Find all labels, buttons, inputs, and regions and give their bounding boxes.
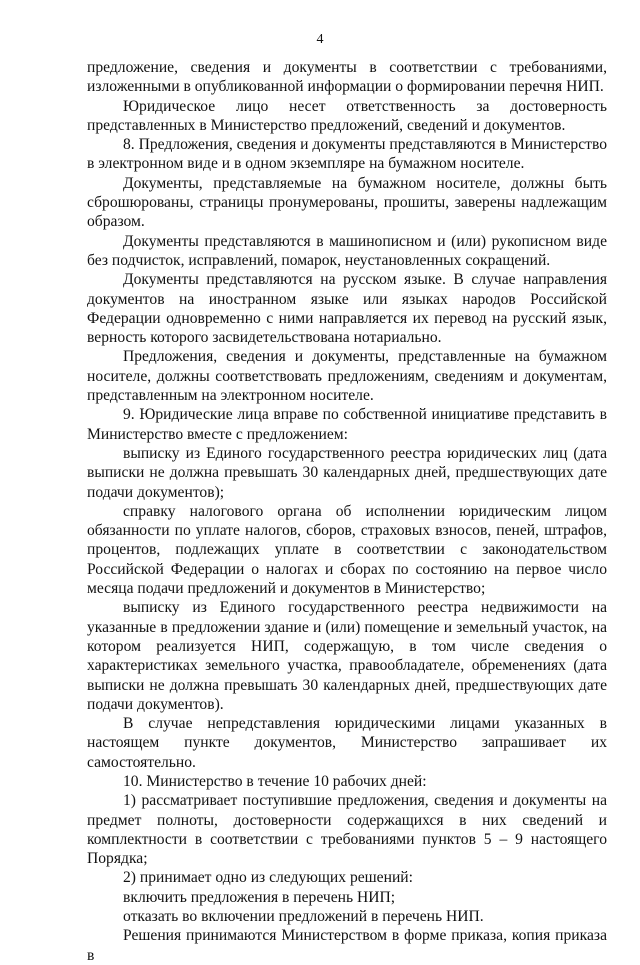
paragraph-refuse-decision: отказать во включении предложений в перечень НИП. <box>123 908 484 926</box>
paragraph-responsibility: Юридическое лицо несет ответственность за достоверность представленных в Министерство предложений, сведений и документов. <box>87 97 607 134</box>
paragraph-egrn-extract: выписку из Единого государственного реестра недвижимости на указанные в предложении здание и (или) помещение и земельный участок, на котором реализуется НИП, содержащую, в том числе сведения о характеристиках земельного участка, правообладателе, обременениях (дата выписки не должна превышать 30 календарных дней, предшествующих дате подачи документов). <box>87 599 607 713</box>
page-number: 4 <box>316 32 324 47</box>
paragraph-typed-docs: Документы представляются в машинописном и (или) рукописном виде без подчисток, исправлений, помарок, неустановленных сокращений. <box>87 232 607 269</box>
paragraph-tax-certificate: справку налогового органа об исполнении юридическим лицом обязанности по уплате налогов, сборов, страховых взносов, пеней, штрафов, процентов, подлежащих уплате в соответствии с законодательством Российской Федерации о налогах и сборах по состоянию на первое число месяца подачи предложений и документов в Министерство; <box>87 502 607 598</box>
paragraph-order-copy: Решения принимаются Министерством в форме приказа, копия приказа в <box>87 927 607 964</box>
paragraph-include-decision: включить предложения в перечень НИП; <box>123 888 396 906</box>
paragraph-subitem-2: 2) принимает одно из следующих решений: <box>123 869 413 887</box>
paragraph-item-10: 10. Министерство в течение 10 рабочих дней: <box>123 772 427 790</box>
paragraph-non-submission: В случае непредставления юридическими лицами указанных в настоящем пункте документов, Министерство запрашивает их самостоятельно. <box>87 715 607 771</box>
paragraph-electronic-match: Предложения, сведения и документы, представленные на бумажном носителе, должны соответствовать предложениям, сведениям и документам, представленным на электронном носителе. <box>87 348 607 405</box>
paragraph-item-9: 9. Юридические лица вправе по собственной инициативе представить в Министерство вместе с предложением: <box>87 406 607 443</box>
paragraph-item-8: 8. Предложения, сведения и документы представляются в Министерство в электронном виде и в одном экземпляре на бумажном носителе. <box>87 136 608 173</box>
paragraph-continuation: предложение, сведения и документы в соответствии с требованиями, изложенными в опубликованной информации о формировании перечня НИП. <box>87 59 607 96</box>
paragraph-subitem-1: 1) рассматривает поступившие предложения, сведения и документы на предмет полноты, достоверности содержащихся в них сведений и комплектности в соответствии с требованиями пунктов 5 – 9 настоящего Порядка; <box>87 792 607 868</box>
paragraph-russian-language: Документы представляются на русском языке. В случае направления документов на иностранном языке или языках народов Российской Федерации одновременно с ними направляется их перевод на русский язык, верность которого засвидетельствована нотариально. <box>87 271 607 347</box>
paragraph-paper-docs: Документы, представляемые на бумажном носителе, должны быть сброшюрованы, страницы пронумерованы, прошиты, заверены надлежащим образом. <box>87 174 607 231</box>
document-body <box>87 58 607 965</box>
paragraph-egrul-extract: выписку из Единого государственного реестра юридических лиц (дата выписки не должна превышать 30 календарных дней, предшествующих дате подачи документов); <box>87 444 607 501</box>
